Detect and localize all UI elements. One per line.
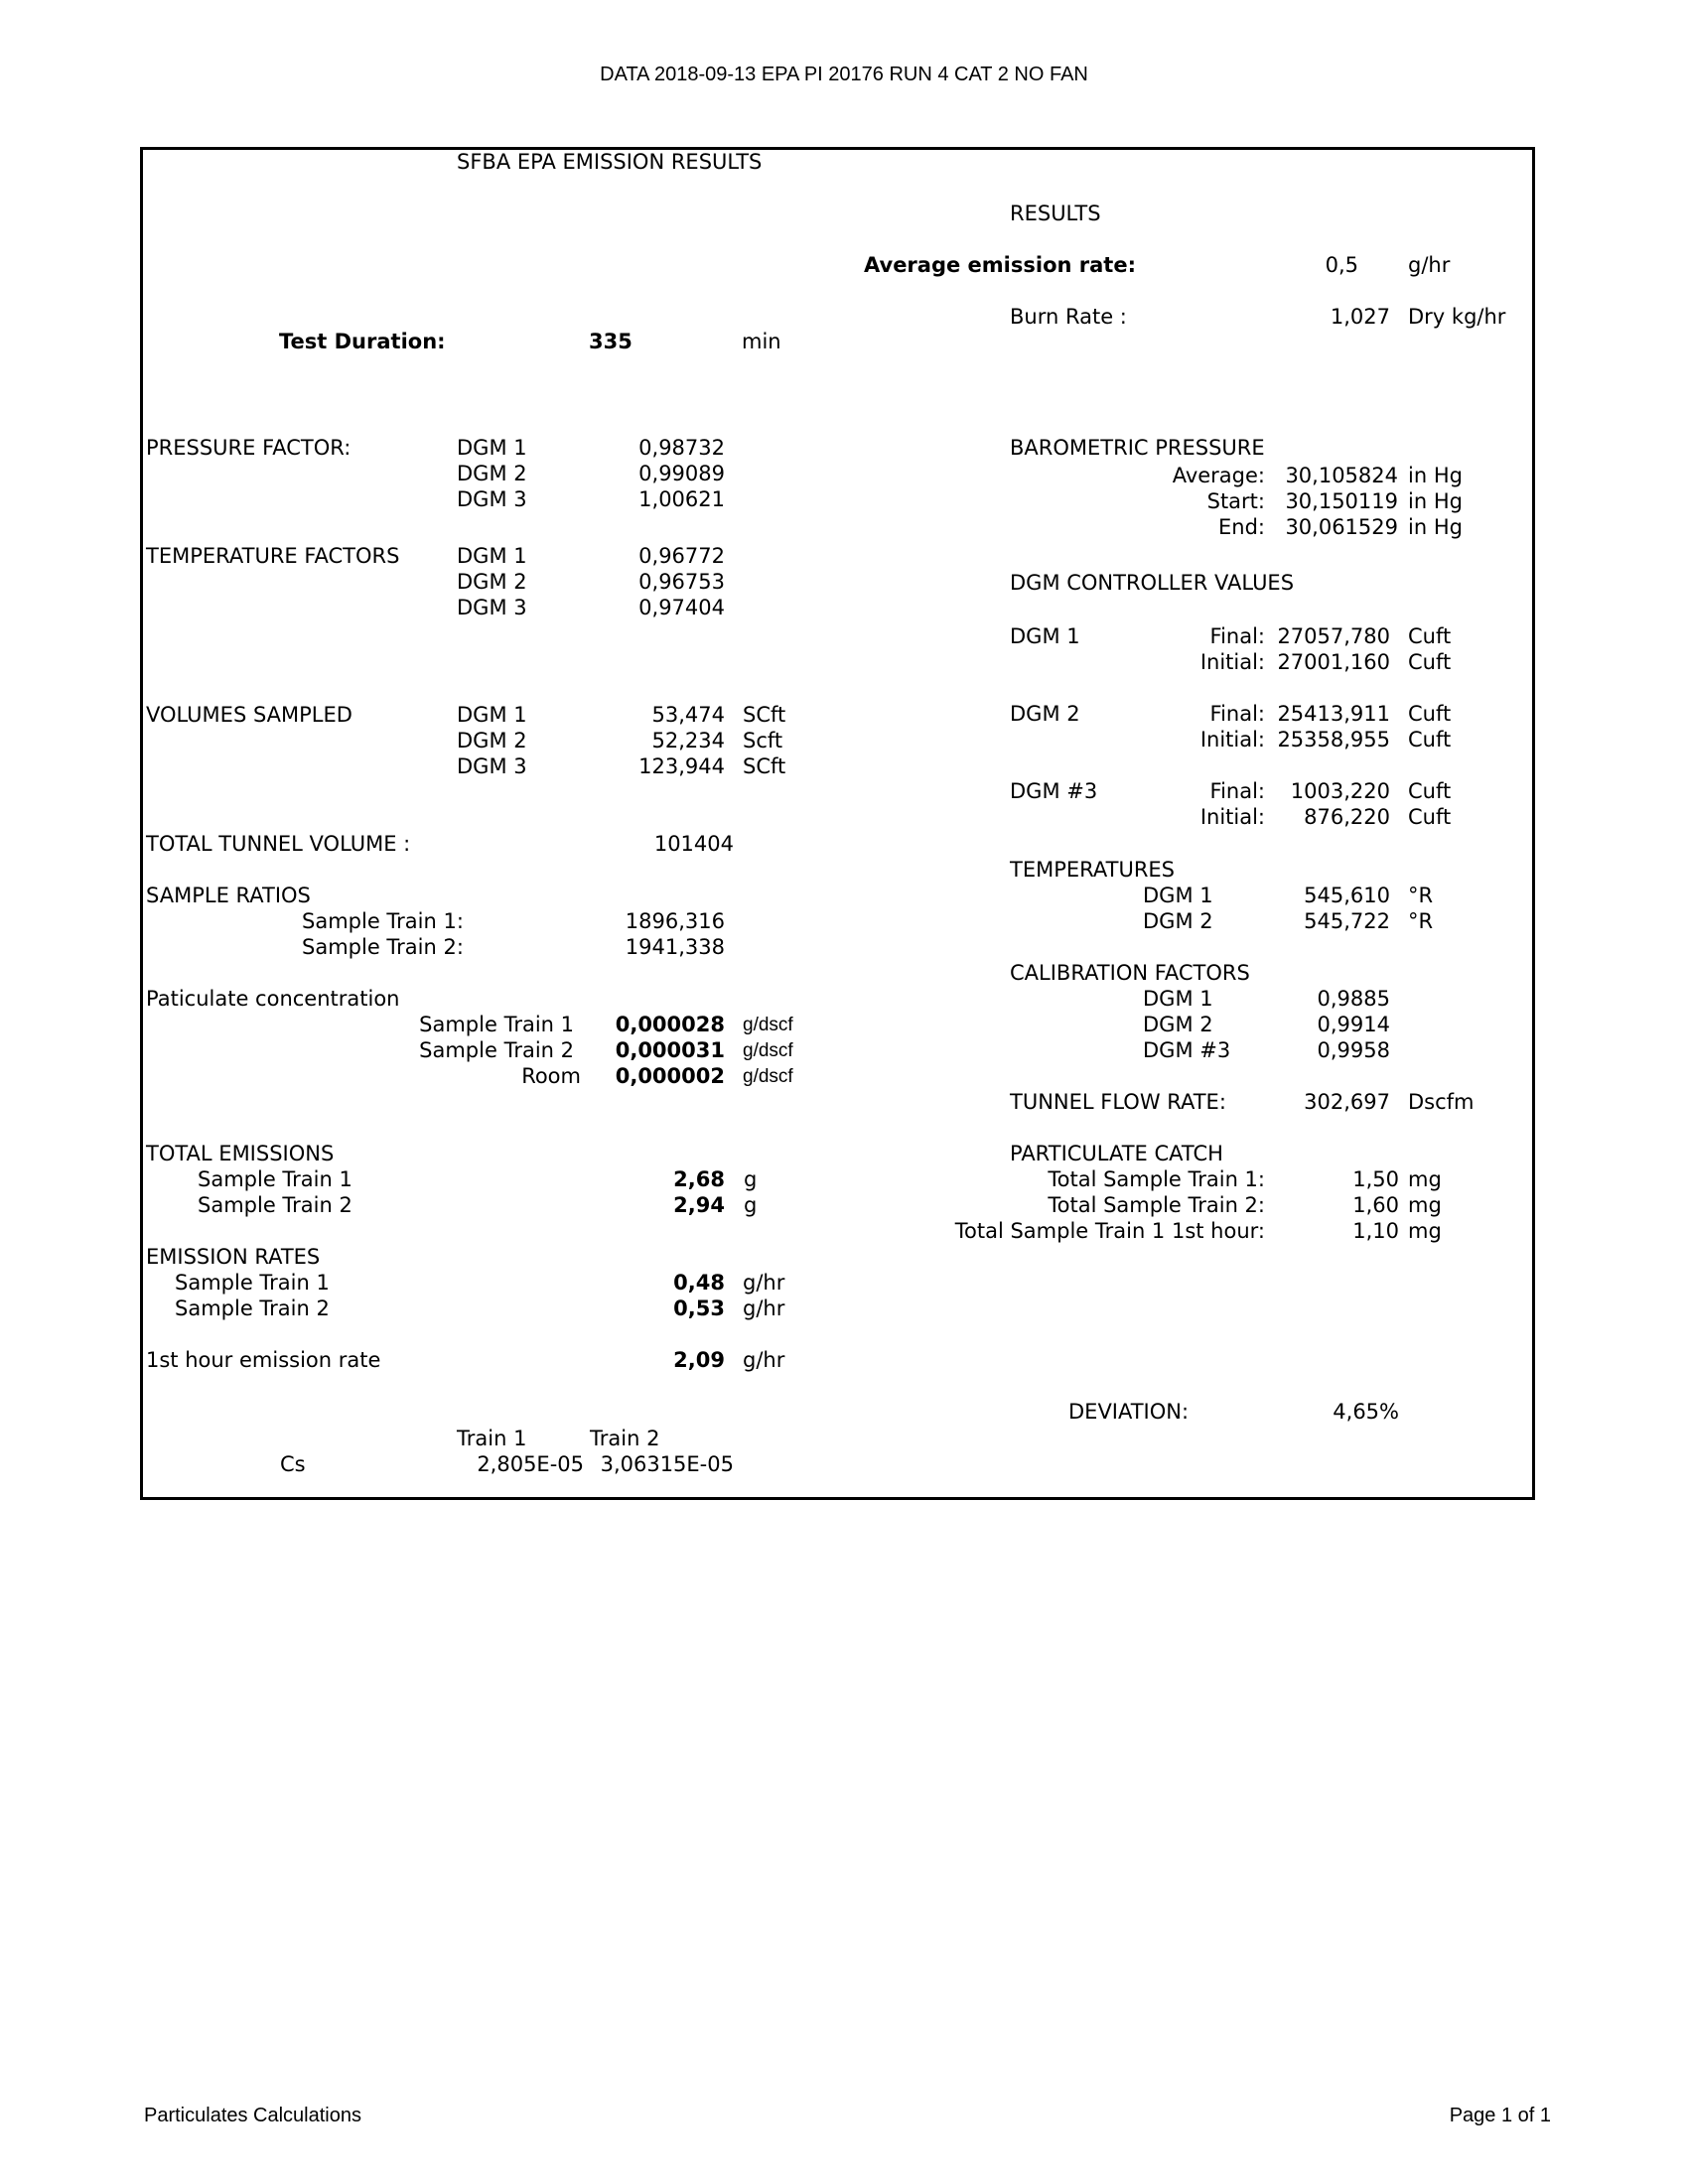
pressure-factor-dgm1-value: 0,98732: [638, 436, 725, 460]
temperature-factor-dgm3-name: DGM 3: [457, 596, 527, 619]
emission-rate-train1-name: Sample Train 1: [175, 1271, 330, 1295]
pressure-factor-dgm2-value: 0,99089: [638, 462, 725, 485]
concentration-train2-name: Sample Train 2: [419, 1038, 574, 1062]
tunnel-flow-label: TUNNEL FLOW RATE:: [1010, 1090, 1226, 1114]
catch-train1-first-hour-value: 1,10: [1352, 1219, 1399, 1243]
temperature-dgm2-name: DGM 2: [1143, 909, 1213, 933]
total-emissions-train2-value: 2,94: [673, 1193, 725, 1217]
report-title: SFBA EPA EMISSION RESULTS: [457, 150, 763, 174]
catch-train1-first-hour-unit: mg: [1408, 1219, 1442, 1243]
pressure-factor-dgm3-value: 1,00621: [638, 487, 725, 511]
first-hour-rate-label: 1st hour emission rate: [146, 1348, 381, 1372]
total-tunnel-volume-label: TOTAL TUNNEL VOLUME :: [146, 832, 411, 856]
concentration-train1-value: 0,000028: [615, 1013, 725, 1036]
calibration-dgm2-value: 0,9914: [1317, 1013, 1390, 1036]
temperatures-label: TEMPERATURES: [1010, 858, 1176, 882]
barometric-start-name: Start:: [1206, 489, 1265, 513]
volumes-sampled-label: VOLUMES SAMPLED: [146, 703, 352, 727]
dgm-controller-dgm1-final-unit: Cuft: [1408, 624, 1452, 648]
test-duration-value: 335: [589, 330, 633, 353]
volume-dgm3-name: DGM 3: [457, 754, 527, 778]
dgm-controller-dgm2-final-unit: Cuft: [1408, 702, 1452, 726]
barometric-average-value: 30,105824: [1285, 464, 1398, 487]
total-emissions-train2-unit: g: [744, 1193, 758, 1217]
calibration-dgm1-name: DGM 1: [1143, 987, 1213, 1011]
temperature-factor-dgm3-value: 0,97404: [638, 596, 725, 619]
average-emission-unit: g/hr: [1408, 253, 1451, 277]
tunnel-flow-value: 302,697: [1304, 1090, 1390, 1114]
temperature-dgm2-unit: °R: [1408, 909, 1434, 933]
dgm-controller-dgm2-initial-label: Initial:: [1199, 728, 1265, 751]
barometric-end-value: 30,061529: [1285, 515, 1398, 539]
concentration-room-unit: g/dscf: [743, 1066, 793, 1087]
temperature-dgm1-unit: °R: [1408, 884, 1434, 907]
concentration-room-value: 0,000002: [615, 1064, 725, 1088]
dgm-controller-dgm2-initial-value: 25358,955: [1277, 728, 1390, 751]
emission-rate-train1-unit: g/hr: [743, 1271, 785, 1295]
barometric-average-name: Average:: [1172, 464, 1265, 487]
temperature-factor-dgm1-name: DGM 1: [457, 544, 527, 568]
dgm-controller-dgm3-initial-unit: Cuft: [1408, 805, 1452, 829]
footer-left: Particulates Calculations: [144, 2105, 361, 2126]
total-tunnel-volume-value: 101404: [653, 832, 734, 856]
concentration-room-name: Room: [521, 1064, 581, 1088]
pressure-factor-label: PRESSURE FACTOR:: [146, 436, 352, 460]
volume-dgm2-value: 52,234: [651, 729, 725, 752]
total-emissions-train2-name: Sample Train 2: [198, 1193, 352, 1217]
deviation-value: 4,65%: [1333, 1400, 1399, 1424]
total-emissions-train1-name: Sample Train 1: [198, 1167, 352, 1191]
page-header-title: DATA 2018-09-13 EPA PI 20176 RUN 4 CAT 2 NO FAN: [600, 64, 1088, 85]
barometric-pressure-label: BAROMETRIC PRESSURE: [1010, 436, 1265, 460]
catch-train1-first-hour-name: Total Sample Train 1 1st hour:: [954, 1219, 1265, 1243]
dgm-controller-dgm1-initial-value: 27001,160: [1277, 650, 1390, 674]
calibration-dgm1-value: 0,9885: [1317, 987, 1390, 1011]
concentration-train1-name: Sample Train 1: [419, 1013, 574, 1036]
particulate-concentration-label: Paticulate concentration: [146, 987, 400, 1011]
test-duration-unit: min: [742, 330, 781, 353]
sample-ratio-train1-value: 1896,316: [625, 909, 725, 933]
emission-rates-label: EMISSION RATES: [146, 1245, 321, 1269]
catch-train2-name: Total Sample Train 2:: [1048, 1193, 1265, 1217]
particulate-catch-label: PARTICULATE CATCH: [1010, 1142, 1223, 1165]
barometric-start-value: 30,150119: [1285, 489, 1398, 513]
average-emission-label: Average emission rate:: [864, 253, 1136, 277]
catch-train1-value: 1,50: [1352, 1167, 1399, 1191]
cs-col1-header: Train 1: [457, 1427, 527, 1450]
dgm-controller-dgm2-final-value: 25413,911: [1277, 702, 1390, 726]
calibration-dgm3-value: 0,9958: [1317, 1038, 1390, 1062]
temperature-factor-dgm2-value: 0,96753: [638, 570, 725, 594]
emission-rate-train2-name: Sample Train 2: [175, 1297, 330, 1320]
dgm-controller-dgm3-final-unit: Cuft: [1408, 779, 1452, 803]
volume-dgm1-name: DGM 1: [457, 703, 527, 727]
volume-dgm1-value: 53,474: [651, 703, 725, 727]
dgm-controller-dgm1-final-value: 27057,780: [1277, 624, 1390, 648]
sample-ratio-train1-name: Sample Train 1:: [302, 909, 464, 933]
concentration-train2-value: 0,000031: [615, 1038, 725, 1062]
volume-dgm3-value: 123,944: [638, 754, 725, 778]
barometric-average-unit: in Hg: [1408, 464, 1463, 487]
dgm-controller-dgm2-initial-unit: Cuft: [1408, 728, 1452, 751]
cs-train1-value: 2,805E-05: [477, 1452, 584, 1476]
concentration-train2-unit: g/dscf: [743, 1040, 793, 1061]
temperature-factors-label: TEMPERATURE FACTORS: [146, 544, 400, 568]
calibration-dgm3-name: DGM #3: [1143, 1038, 1231, 1062]
barometric-end-unit: in Hg: [1408, 515, 1463, 539]
dgm-controller-dgm1-final-label: Final:: [1209, 624, 1265, 648]
sample-ratios-label: SAMPLE RATIOS: [146, 884, 311, 907]
results-label: RESULTS: [1010, 202, 1101, 225]
barometric-start-unit: in Hg: [1408, 489, 1463, 513]
dgm-controller-dgm3-final-label: Final:: [1209, 779, 1265, 803]
total-emissions-train1-value: 2,68: [673, 1167, 725, 1191]
burn-rate-label: Burn Rate :: [1010, 305, 1127, 329]
first-hour-rate-value: 2,09: [673, 1348, 725, 1372]
catch-train1-unit: mg: [1408, 1167, 1442, 1191]
temperature-dgm1-value: 545,610: [1304, 884, 1390, 907]
dgm-controller-label: DGM CONTROLLER VALUES: [1010, 571, 1295, 595]
pressure-factor-dgm1-name: DGM 1: [457, 436, 527, 460]
dgm-controller-dgm3-initial-label: Initial:: [1199, 805, 1265, 829]
catch-train2-unit: mg: [1408, 1193, 1442, 1217]
temperature-dgm1-name: DGM 1: [1143, 884, 1213, 907]
barometric-end-name: End:: [1218, 515, 1265, 539]
temperature-factor-dgm2-name: DGM 2: [457, 570, 527, 594]
emission-rate-train2-value: 0,53: [673, 1297, 725, 1320]
calibration-factors-label: CALIBRATION FACTORS: [1010, 961, 1250, 985]
volume-dgm3-unit: SCft: [743, 754, 786, 778]
catch-train2-value: 1,60: [1352, 1193, 1399, 1217]
volume-dgm2-name: DGM 2: [457, 729, 527, 752]
volume-dgm2-unit: Scft: [743, 729, 783, 752]
average-emission-value: 0,5: [1325, 253, 1358, 277]
burn-rate-value: 1,027: [1330, 305, 1390, 329]
emission-rate-train1-value: 0,48: [673, 1271, 725, 1295]
dgm-controller-dgm1-initial-unit: Cuft: [1408, 650, 1452, 674]
volume-dgm1-unit: SCft: [743, 703, 786, 727]
cs-col2-header: Train 2: [590, 1427, 660, 1450]
sample-ratio-train2-name: Sample Train 2:: [302, 935, 464, 959]
concentration-train1-unit: g/dscf: [743, 1015, 793, 1035]
dgm-controller-dgm1-name: DGM 1: [1010, 624, 1080, 648]
dgm-controller-dgm3-name: DGM #3: [1010, 779, 1098, 803]
dgm-controller-dgm2-final-label: Final:: [1209, 702, 1265, 726]
burn-rate-unit: Dry kg/hr: [1408, 305, 1506, 329]
first-hour-rate-unit: g/hr: [743, 1348, 785, 1372]
calibration-dgm2-name: DGM 2: [1143, 1013, 1213, 1036]
tunnel-flow-unit: Dscfm: [1408, 1090, 1475, 1114]
dgm-controller-dgm3-initial-value: 876,220: [1304, 805, 1390, 829]
dgm-controller-dgm3-final-value: 1003,220: [1290, 779, 1390, 803]
footer-right: Page 1 of 1: [1449, 2105, 1551, 2126]
total-emissions-train1-unit: g: [744, 1167, 758, 1191]
emission-rate-train2-unit: g/hr: [743, 1297, 785, 1320]
cs-label: Cs: [280, 1452, 306, 1476]
catch-train1-name: Total Sample Train 1:: [1048, 1167, 1265, 1191]
total-emissions-label: TOTAL EMISSIONS: [146, 1142, 335, 1165]
cs-train2-value: 3,06315E-05: [600, 1452, 734, 1476]
test-duration-label: Test Duration:: [279, 330, 446, 353]
temperature-dgm2-value: 545,722: [1304, 909, 1390, 933]
sample-ratio-train2-value: 1941,338: [625, 935, 725, 959]
dgm-controller-dgm1-initial-label: Initial:: [1199, 650, 1265, 674]
temperature-factor-dgm1-value: 0,96772: [638, 544, 725, 568]
dgm-controller-dgm2-name: DGM 2: [1010, 702, 1080, 726]
deviation-label: DEVIATION:: [1068, 1400, 1190, 1424]
pressure-factor-dgm2-name: DGM 2: [457, 462, 527, 485]
pressure-factor-dgm3-name: DGM 3: [457, 487, 527, 511]
